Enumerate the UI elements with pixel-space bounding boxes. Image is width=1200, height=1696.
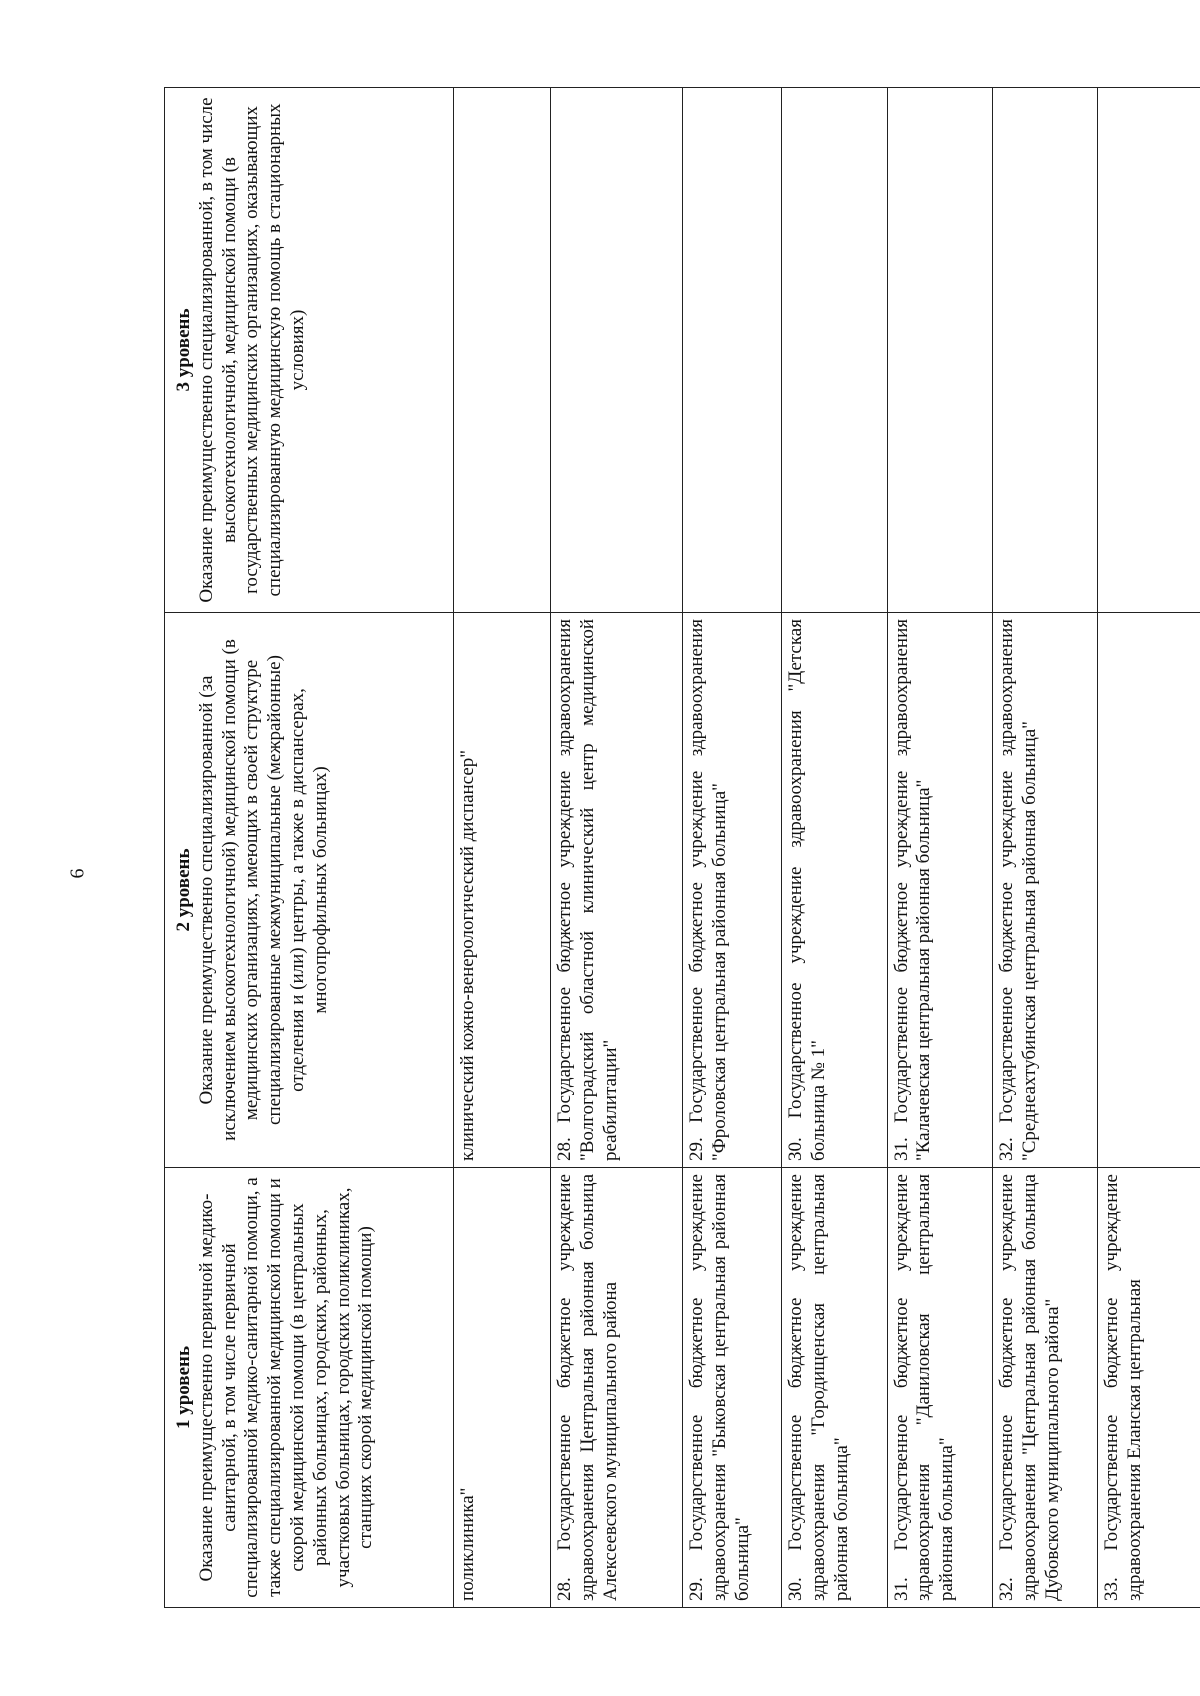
table-row [550, 88, 682, 1608]
cell-level-2: 32. Государственное бюджетное учреждение здравоохранения "Среднеахтубинская центральная районная больница" [993, 613, 1098, 1168]
cell-level-2: 30. Государственное учреждение здравоохранения "Детская больница № 1" [782, 613, 887, 1168]
cell-level-1: 32. Государственное бюджетное учреждение здравоохранения "Центральная районная больница Дубовского муниципального района" [993, 1168, 1098, 1608]
cell-level-3 [550, 88, 682, 613]
level-1-title: 1 уровень [173, 1345, 194, 1430]
table-row [993, 88, 1098, 1608]
table-header-row [165, 88, 454, 1608]
table-row [887, 88, 992, 1608]
cell-level-3 [454, 88, 550, 613]
cell-level-3 [683, 88, 782, 613]
cell-level-3 [782, 88, 887, 613]
table-row [454, 88, 550, 1608]
cell-level-1: 33. Государственное бюджетное учреждение здравоохранения Еланская центральная [1098, 1168, 1200, 1608]
medical-levels-table [164, 87, 1200, 1608]
header-level-2 [165, 613, 454, 1168]
level-2-title: 2 уровень [173, 848, 194, 932]
level-2-description: Оказание преимущественно специализированной (за исключением высокотехнологичной) медицинской помощи (в медицинских организациях, имеющих в своей структуре специализированные межмуниципальные (межрайонные) отделения и (или) центры, а также в диспансерах, многопрофильных больницах) [195, 639, 331, 1141]
cell-level-1: поликлиника" [454, 1168, 550, 1608]
cell-level-2 [1098, 613, 1200, 1168]
rotated-page-content [164, 88, 1200, 1608]
cell-level-1: 28. Государственное бюджетное учреждение здравоохранения Центральная районная больница Алексеевского муниципального района [550, 1168, 682, 1608]
header-level-1 [165, 1168, 454, 1608]
level-1-description: Оказание преимущественно первичной медико-санитарной, в том числе первичной специализированной медико-санитарной помощи, а также специализированной медицинской помощи и скорой медицинской помощи (в центральных районных больницах, городских, районных, участковых больницах, городских поликлиниках, станциях скорой медицинской помощи) [195, 1177, 377, 1598]
cell-level-2: клинический кожно-венерологический диспансер" [454, 613, 550, 1168]
cell-level-3 [993, 88, 1098, 613]
table-row [1098, 88, 1200, 1608]
level-3-description: Оказание преимущественно специализированной, в том числе высокотехнологичной, медицинской помощи (в государственных медицинских организациях, оказывающих специализированную медицинскую помощь в стационарных условиях) [195, 97, 308, 603]
cell-level-2: 31. Государственное бюджетное учреждение здравоохранения "Калачевская центральная районная больница" [887, 613, 992, 1168]
table-row [683, 88, 782, 1608]
page-number: 6 [66, 868, 89, 879]
level-3-title: 3 уровень [173, 308, 194, 392]
cell-level-2: 29. Государственное бюджетное учреждение здравоохранения "Фроловская центральная районная больница" [683, 613, 782, 1168]
cell-level-3 [887, 88, 992, 613]
cell-level-3 [1098, 88, 1200, 613]
header-level-3 [165, 88, 454, 613]
cell-level-1: 31. Государственное бюджетное учреждение здравоохранения "Даниловская центральная районная больница" [887, 1168, 992, 1608]
cell-level-2: 28. Государственное бюджетное учреждение здравоохранения "Волгоградский областной клинический центр медицинской реабилитации" [550, 613, 682, 1168]
table-row [782, 88, 887, 1608]
cell-level-1: 29. Государственное бюджетное учреждение здравоохранения "Быковская центральная районная больница" [683, 1168, 782, 1608]
cell-level-1: 30. Государственное бюджетное учреждение здравоохранения "Городищенская центральная районная больница" [782, 1168, 887, 1608]
